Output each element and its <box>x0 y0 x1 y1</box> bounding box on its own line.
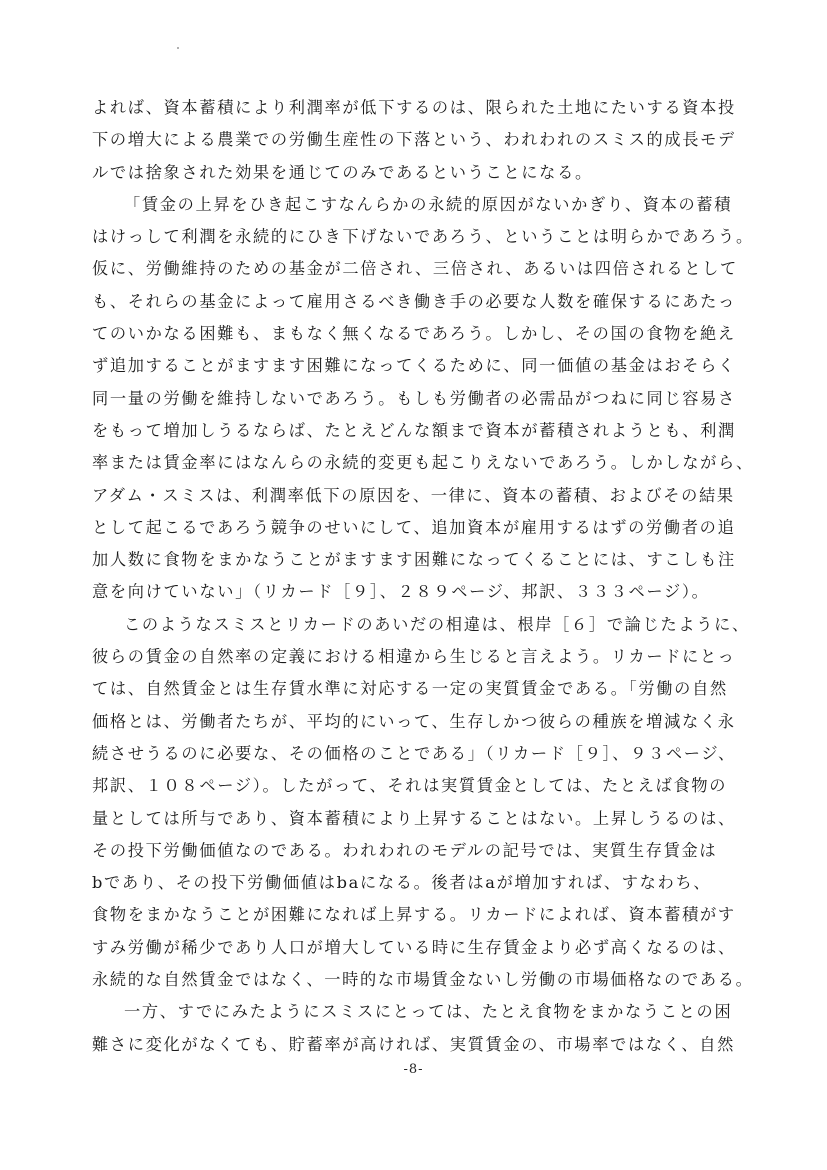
body-text <box>92 92 770 1061</box>
paragraph-smith-ricardo-difference: このようなスミスとリカードのあいだの相違は、根岸［６］で論じたように、 彼らの賃金の自然率の定義における相違から生じると言えよう。リカードにとっ ては、自然賃金とは生存賃水準に対応する一定の実質賃金である。「労働の自然 価格とは、労働者たちが、平均的にいって、生存しかつ彼らの種族を増減なく永 続させうるのに必要な、その価格のことである」（リカード［９］、９３ページ、 邦訳、１０８ページ）。したがって、それは実質賃金としては、たとえば食物の 量としては所与であり、資本蓄積により上昇することはない。上昇しうるのは、 その投下労働価値なのである。われわれのモデルの記号では、実質生存賃金は bであり、その投下労働価値はbaになる。後者はaが増加すれば、すなわち、 食物をまかなうことが困難になれば上昇する。リカードによれば、資本蓄積がす すみ労働が稀少であり人口が増大している時に生存賃金より必ず高くなるのは、 永続的な自然賃金ではなく、一時的な市場賃金ないし労働の市場価格なのである。 <box>92 614 754 990</box>
scan-speck <box>177 47 179 49</box>
paragraph-smith-savings: 一方、すでにみたようにスミスにとっては、たとえ食物をまかなうことの困 難さに変化がなくても、貯蓄率が高ければ、実質賃金の、市場率ではなく、自然 <box>92 1002 735 1054</box>
paragraph-ricardo-quote: 「賃金の上昇をひき起こすなんらかの永続的原因がないかぎり、資本の蓄積 はけっして利潤を永続的にひき下げないであろう、ということは明らかであろう。 仮に、労働維持のための基金が二倍され、三倍され、あるいは四倍されるとして も、それらの基金によって雇用さるべき働き手の必要な人数を確保するにあたっ てのいかなる困難も、まもなく無くなるであろう。しかし、その国の食物を絶え ず追加することがますます困難になってくるために、同一価値の基金はおそらく 同一量の労働を維持しないであろう。もしも労働者の必需品がつねに同じ容易さ をもって増加しうるならば、たとえどんな額まで資本が蓄積されようとも、利潤 率または賃金率にはなんらの永続的変更も起こりえないであろう。しかしながら、 アダム・スミスは、利潤率低下の原因を、一律に、資本の蓄積、およびその結果 として起こるであろう競争のせいにして、追加資本が雇用するはずの労働者の追 加人数に食物をまかなうことがますます困難になってくることには、すこしも注 意を向けていない」（リカード［９］、２８９ページ、邦訳、３３３ページ）。 <box>92 194 754 602</box>
paragraph-continuation: よれば、資本蓄積により利潤率が低下するのは、限られた土地にたいする資本投 下の増大による農業での労働生産性の下落という、われわれのスミス的成長モデ ルでは捨象された効果を通じてのみであるということになる。 <box>92 98 736 182</box>
page-number: -8- <box>403 1062 424 1077</box>
